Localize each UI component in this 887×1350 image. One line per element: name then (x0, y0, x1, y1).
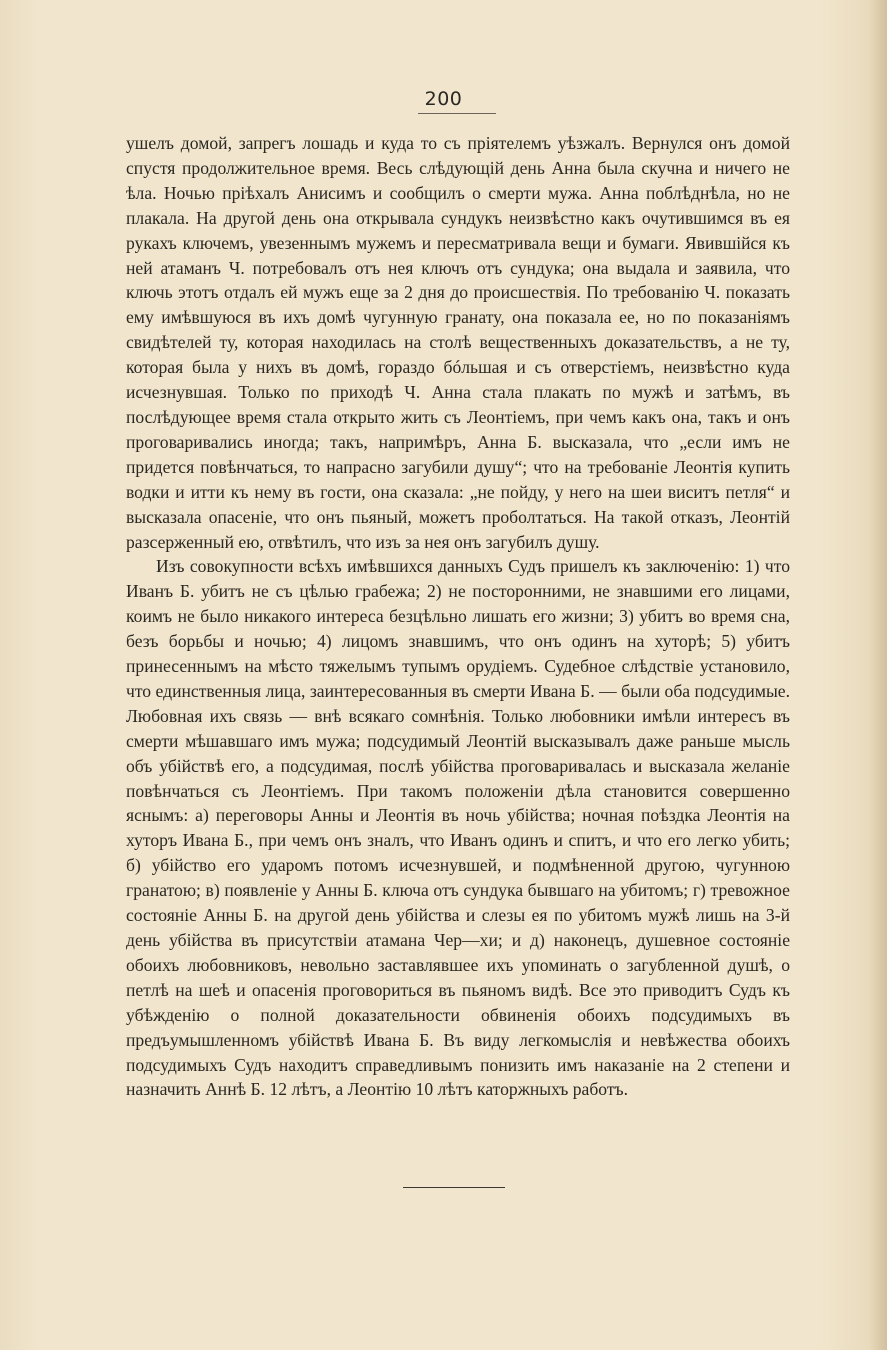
body-text (126, 131, 790, 1102)
end-divider-rule (403, 1187, 505, 1188)
page-number-underline (418, 113, 496, 114)
paragraph-2: Изъ совокупности всѣхъ имѣвшихся данныхъ Судъ пришелъ къ заключенiю: 1) что Иванъ Б. убитъ не съ цѣлью грабежа; 2) не посторонними, не знавшими его лицами, коимъ не было никакого интереса безцѣльно лишать его жизни; 3) убитъ во время сна, безъ борьбы и ночью; 4) лицомъ знавшимъ, что онъ одинъ на хуторѣ; 5) убитъ принесеннымъ на мѣсто тяжелымъ тупымъ орудiемъ. Судебное слѣдствiе установило, что единственныя лица, заинтересованныя въ смерти Ивана Б. — были оба подсудимые. Любовная ихъ связь — внѣ всякаго сомнѣнiя. Только любовники имѣли интересъ въ смерти мѣшавшаго имъ мужа; подсудимый Леонтiй высказывалъ даже раньше мысль объ убiйствѣ его, а подсудимая, послѣ убiйства проговаривалась и высказала желанiе повѣнчаться съ Леонтiемъ. При такомъ положенiи дѣла становится совершенно яснымъ: а) переговоры Анны и Леонтiя въ ночь убiйства; ночная поѣздка Леонтiя на хуторъ Ивана Б., при чемъ онъ зналъ, что Иванъ одинъ и спитъ, и что его легко убить; б) убiйство его ударомъ потомъ исчезнувшей, и подмѣненной другою, чугунною гранатою; в) появленiе у Анны Б. ключа отъ сундука бывшаго на убитомъ; г) тревожное состоянiе Анны Б. на другой день убiйства и слезы ея по убитомъ мужѣ лишь на 3-й день убiйства въ присутствiи атамана Чер—хи; и д) наконецъ, душевное состоянiе обоихъ любовниковъ, невольно заставлявшее ихъ упоминать о загубленной душѣ, о петлѣ на шеѣ и опасенiя проговориться въ пьяномъ видѣ. Все это приводитъ Судъ къ убѣжденiю о полной доказательности обвиненiя обоихъ подсудимыхъ въ предъумышленномъ убiйствѣ Ивана Б. Въ виду легкомыслiя и невѣжества обоихъ подсудимыхъ Судъ находитъ справедливымъ понизить имъ наказанiе на 2 степени и назначить Аннѣ Б. 12 лѣтъ, а Леонтiю 10 лѣтъ каторжныхъ работъ. (126, 556, 790, 1100)
page-number: 200 (424, 88, 463, 110)
paragraph-1: ушелъ домой, запрегъ лошадь и куда то съ прiятелемъ уѣзжалъ. Вернулся онъ домой спустя продолжительное время. Весь слѣдующiй день Анна была скучна и ничего не ѣла. Ночью прiѣхалъ Анисимъ и сообщилъ о смерти мужа. Анна поблѣднѣла, но не плакала. На другой день она открывала сундукъ неизвѣстно какъ очутившимся въ ея рукахъ ключемъ, увезеннымъ мужемъ и пересматривала вещи и бумаги. Явившiйся къ ней атаманъ Ч. потребовалъ отъ нея ключъ отъ сундука; она выдала и заявила, что ключь этотъ отдалъ ей мужъ еще за 2 дня до происшествiя. По требованiю Ч. показать ему имѣвшуюся въ ихъ домѣ чугунную гранату, она показала ее, но по показанiямъ свидѣтелей ту, которая находилась на столѣ вещественныхъ доказательствъ, а не ту, которая была у нихъ въ домѣ, гораздо бóльшая и съ отверстiемъ, неизвѣстно куда исчезнувшая. Только по приходѣ Ч. Анна стала плакать по мужѣ и затѣмъ, въ послѣдующее время стала открыто жить съ Леонтiемъ, при чемъ какъ она, такъ и онъ проговаривались иногда; такъ, напримѣръ, Анна Б. высказала, что „если имъ не придется повѣнчаться, то напрасно загубили душу“; что на требованiе Леонтiя купить водки и итти къ нему въ гости, она сказала: „не пойду, у него на шеи виситъ петля“ и высказала опасенiе, что онъ пьяный, можетъ проболтаться. На такой отказъ, Леонтiй разсерженный ею, отвѣтилъ, что изъ за нея онъ загубилъ душу. (126, 133, 790, 552)
page-edge-shadow (869, 0, 887, 1350)
